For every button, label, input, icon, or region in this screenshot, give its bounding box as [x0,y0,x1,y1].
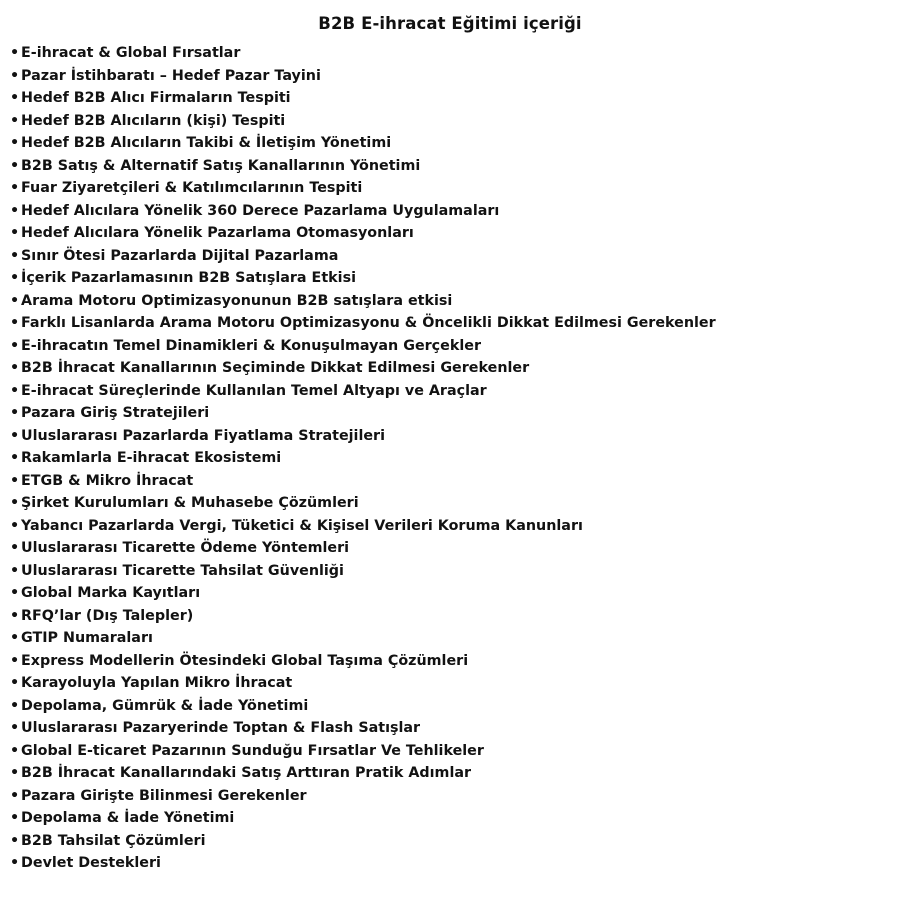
list-item-label: B2B İhracat Kanallarındaki Satış Arttıran Pratik Adımlar [21,765,472,781]
list-item [10,87,890,110]
bullet-icon: • [10,720,20,736]
bullet-icon: • [10,472,20,489]
bullet-icon: • [10,675,20,691]
list-item-label: E-ihracatın Temel Dinamikleri & Konuşulmayan Gerçekler [21,337,482,354]
list-item [10,785,890,808]
bullet-icon: • [10,742,20,759]
bullet-icon: • [10,382,20,399]
list-item [10,650,890,673]
page-title: B2B E-ihracat Eğitimi içeriği [318,14,582,33]
list-item [10,627,890,650]
bullet-icon: • [10,225,20,241]
list-item [10,695,890,718]
list-item-label: Hedef Alıcılara Yönelik 360 Derece Pazarlama Uygulamaları [21,202,500,219]
list-item [10,762,890,785]
list-item [10,807,890,830]
list-item-label: İçerik Pazarlamasının B2B Satışlara Etkisi [21,270,356,286]
list-item-label: Hedef B2B Alıcı Firmaların Tespiti [21,90,291,106]
bullet-icon: • [10,630,20,646]
list-item-label: Fuar Ziyaretçileri & Katılımcılarının Tespiti [21,180,363,196]
list-item [10,177,890,200]
bullet-icon: • [10,427,20,444]
list-item [10,110,890,133]
bullet-icon: • [10,450,20,466]
list-item-label: Global E-ticaret Pazarının Sunduğu Fırsatlar Ve Tehlikeler [21,742,484,759]
list-item-label: B2B İhracat Kanallarının Seçiminde Dikkat Edilmesi Gerekenler [21,360,530,376]
list-item [10,132,890,155]
list-item-label: GTIP Numaraları [21,630,153,646]
list-item-label: Uluslararası Pazarlarda Fiyatlama Stratejileri [21,427,385,444]
list-item-label: Farklı Lisanlarda Arama Motoru Optimizasyonu & Öncelikli Dikkat Edilmesi Gerekenler [21,315,716,331]
bullet-icon: • [10,562,20,579]
list-item-label: Yabancı Pazarlarda Vergi, Tüketici & Kişisel Verileri Koruma Kanunları [21,517,583,534]
list-item [10,515,890,538]
list-item-label: RFQ’lar (Dış Talepler) [21,607,194,624]
list-item-label: Uluslararası Pazaryerinde Toptan & Flash Satışlar [21,720,421,736]
bullet-icon: • [10,315,20,331]
bullet-icon: • [10,405,20,421]
list-item-label: Devlet Destekleri [21,855,161,871]
list-item [10,582,890,605]
bullet-icon: • [10,607,20,624]
list-item [10,155,890,178]
bullet-icon: • [10,360,20,376]
list-item [10,357,890,380]
list-item [10,672,890,695]
bullet-icon: • [10,517,20,534]
list-item-label: Depolama & İade Yönetimi [21,810,235,826]
list-item [10,65,890,88]
bullet-icon: • [10,585,20,601]
list-item [10,222,890,245]
bullet-icon: • [10,247,20,264]
bullet-icon: • [10,855,20,871]
bullet-icon: • [10,765,20,781]
bullet-icon: • [10,337,20,354]
list-item [10,245,890,268]
bullet-icon: • [10,67,20,84]
bullet-icon: • [10,270,20,286]
list-item-label: Uluslararası Ticarette Tahsilat Güvenliği [21,562,344,579]
bullet-icon: • [10,157,20,174]
list-item [10,380,890,403]
list-item-label: Rakamlarla E-ihracat Ekosistemi [21,450,282,466]
list-item [10,335,890,358]
list-item-label: Uluslararası Ticarette Ödeme Yöntemleri [21,540,350,556]
list-item-label: Karayoluyla Yapılan Mikro İhracat [21,675,293,691]
list-item-label: Pazara Giriş Stratejileri [21,405,210,421]
list-item-label: ETGB & Mikro İhracat [21,472,194,489]
list-item [10,605,890,628]
bullet-icon: • [10,787,20,804]
list-item [10,560,890,583]
bullet-icon: • [10,495,20,511]
bullet-icon: • [10,810,20,826]
bullet-icon: • [10,832,20,849]
list-item-label: Şirket Kurulumları & Muhasebe Çözümleri [21,495,359,511]
list-item-label: Pazar İstihbaratı – Hedef Pazar Tayini [21,67,321,84]
course-content-list [0,42,900,875]
bullet-icon: • [10,202,20,219]
bullet-icon: • [10,180,20,196]
list-item [10,200,890,223]
bullet-icon: • [10,112,20,129]
list-item [10,290,890,313]
bullet-icon: • [10,652,20,669]
bullet-icon: • [10,292,20,309]
list-item [10,312,890,335]
list-item [10,492,890,515]
list-item [10,425,890,448]
list-item [10,717,890,740]
list-item-label: Express Modellerin Ötesindeki Global Taşıma Çözümleri [21,652,469,669]
list-item [10,537,890,560]
list-item-label: E-ihracat & Global Fırsatlar [21,45,241,61]
list-item-label: Sınır Ötesi Pazarlarda Dijital Pazarlama [21,247,339,264]
list-item [10,830,890,853]
bullet-icon: • [10,90,20,106]
list-item [10,42,890,65]
list-item [10,447,890,470]
list-item-label: E-ihracat Süreçlerinde Kullanılan Temel Altyapı ve Araçlar [21,382,487,399]
list-item-label: Pazara Girişte Bilinmesi Gerekenler [21,787,307,804]
bullet-icon: • [10,540,20,556]
list-item [10,267,890,290]
list-item [10,470,890,493]
list-item-label: Arama Motoru Optimizasyonunun B2B satışlara etkisi [21,292,453,309]
list-item [10,852,890,875]
list-item-label: Hedef B2B Alıcıların (kişi) Tespiti [21,112,286,129]
list-item [10,402,890,425]
list-item-label: Hedef Alıcılara Yönelik Pazarlama Otomasyonları [21,225,414,241]
list-item [10,740,890,763]
list-item-label: Global Marka Kayıtları [21,585,201,601]
bullet-icon: • [10,697,20,714]
list-item-label: Depolama, Gümrük & İade Yönetimi [21,697,309,714]
list-item-label: Hedef B2B Alıcıların Takibi & İletişim Yönetimi [21,135,392,151]
bullet-icon: • [10,135,20,151]
list-item-label: B2B Tahsilat Çözümleri [21,832,206,849]
bullet-icon: • [10,45,20,61]
list-item-label: B2B Satış & Alternatif Satış Kanallarının Yönetimi [21,157,421,174]
